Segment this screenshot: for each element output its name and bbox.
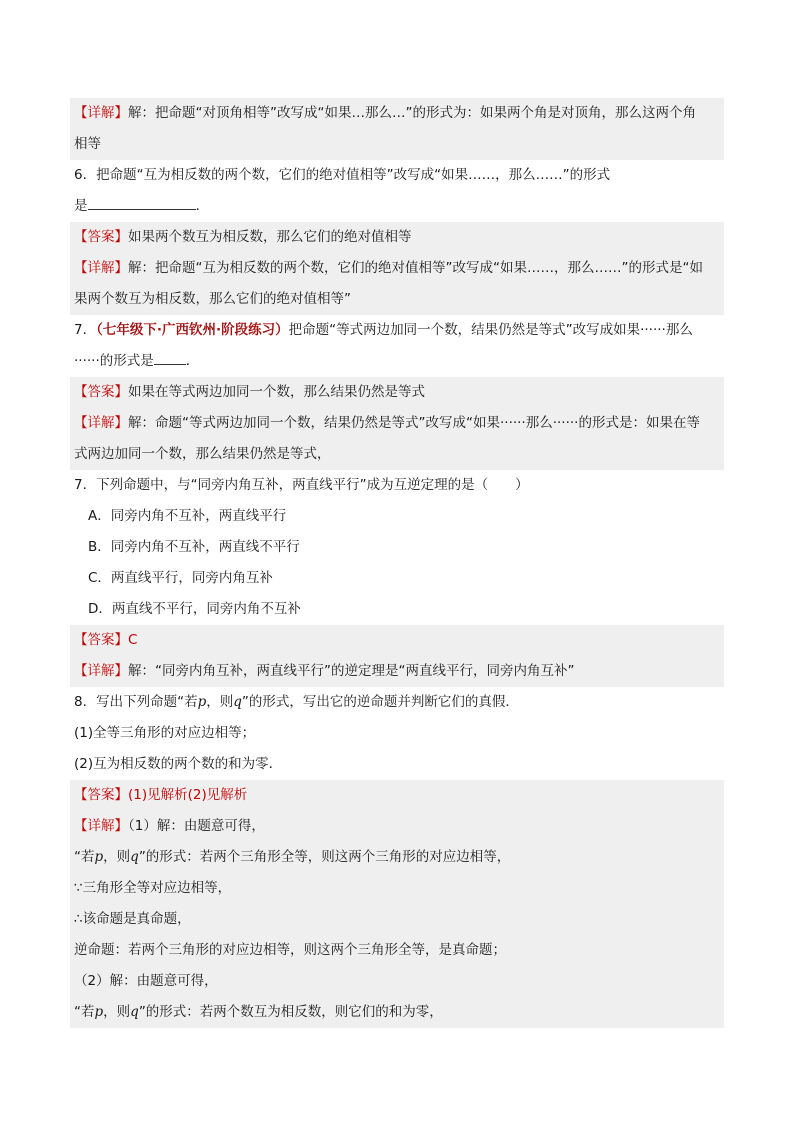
q6-stem-end: . [195, 198, 200, 214]
q7b-stem: 7．下列命题中，与“同旁内角互补，两直线平行”成为互逆定理的是（ ） [74, 477, 529, 493]
q8-answer: (1)见解析(2)见解析 [128, 787, 248, 803]
q8-therefore-text: ∴该命题是真命题， [74, 911, 191, 927]
q7b-option-a [70, 501, 724, 532]
q6-stem: 6．把命题“互为相反数的两个数，它们的绝对值相等”改写成“如果……，那么……”的形式 [74, 167, 611, 183]
q8-detail-because [70, 873, 724, 904]
q8-because-text: ∵三角形全等对应边相等， [74, 880, 232, 896]
q7a-answer-line [70, 377, 724, 408]
q8-stem-line [70, 687, 724, 718]
q7a-stem-line-2 [70, 346, 724, 377]
q7a-stem-line-1 [70, 315, 724, 346]
q7b-option-c [70, 563, 724, 594]
answer-tag: 【答案】 [74, 229, 128, 245]
q7b-option-b [70, 532, 724, 563]
option-label: C．两直线平行，同旁内角互补 [88, 570, 273, 586]
q8-detail-form-1 [70, 842, 724, 873]
q8-form-open: “若 [74, 849, 95, 865]
q8-detail-part2 [70, 966, 724, 997]
q8-form-mid: ，则 [103, 1004, 131, 1020]
q8-detail-text: （1）解：由题意可得， [128, 818, 265, 834]
q6-detail-text-cont: 果两个数互为相反数，那么它们的绝对值相等” [74, 291, 351, 307]
q8-var-q: q [130, 1004, 139, 1020]
q8-part2-text: （2）解：由题意可得， [74, 973, 218, 989]
q8-form2-text: ”的形式：若两个数互为相反数，则它们的和为零， [138, 1004, 443, 1020]
q7a-number: 7． [74, 322, 97, 338]
q7b-option-d [70, 594, 724, 625]
q8-form-open: “若 [74, 1004, 95, 1020]
q6-stem-line-1 [70, 160, 724, 191]
q8-var-p: p [94, 1004, 104, 1020]
document-page [70, 98, 724, 1028]
q8-detail-therefore [70, 904, 724, 935]
q6-stem-cont: 是 [74, 198, 88, 214]
q8-stem-end: ”的形式，写出它的逆命题并判断它们的真假． [241, 694, 519, 710]
q7a-detail-line-2 [70, 439, 724, 470]
answer-tag: 【答案】 [74, 384, 128, 400]
detail-tag: 【详解】 [74, 260, 128, 276]
detail-tag: 【详解】 [74, 415, 128, 431]
answer-tag: 【答案】 [74, 632, 128, 648]
q8-item-1 [70, 718, 724, 749]
q5-detail-line-1 [70, 98, 724, 129]
q8-detail-form-2 [70, 997, 724, 1028]
option-label: D．两直线不平行，同旁内角不互补 [88, 601, 301, 617]
q7a-stem-cont: ······的形式是 [74, 353, 154, 369]
q8-var-q: q [130, 849, 139, 865]
q5-detail-line-2 [70, 129, 724, 160]
q6-detail-line-1 [70, 253, 724, 284]
q7a-detail-text-cont: 式两边加同一个数，那么结果仍然是等式， [74, 446, 331, 462]
option-label: A．同旁内角不互补，两直线平行 [88, 508, 287, 524]
answer-tag: 【答案】 [74, 787, 128, 803]
detail-tag: 【详解】 [74, 818, 128, 834]
q7b-answer-line [70, 625, 724, 656]
q7a-detail-line-1 [70, 408, 724, 439]
q7a-source-label: （七年级下·广西钦州·阶段练习） [96, 322, 289, 338]
q7a-detail-text: 解：命题“等式两边加同一个数，结果仍然是等式”改写成“如果······那么······的形式是：如果在等 [128, 415, 700, 431]
q7a-stem: 把命题“等式两边加同一个数，结果仍然是等式”改写成如果······那么 [288, 322, 693, 338]
q6-answer: 如果两个数互为相反数，那么它们的绝对值相等 [128, 229, 412, 245]
q7b-detail-text: 解：“同旁内角互补，两直线平行”的逆定理是“两直线平行，同旁内角互补” [128, 663, 575, 679]
q8-detail-line-1 [70, 811, 724, 842]
q8-item-1-text: (1)全等三角形的对应边相等； [74, 725, 256, 741]
option-label: B．同旁内角不互补，两直线不平行 [88, 539, 300, 555]
q6-stem-line-2 [70, 191, 724, 222]
q8-item-2 [70, 749, 724, 780]
q8-form-mid: ，则 [103, 849, 131, 865]
detail-tag: 【详解】 [74, 663, 128, 679]
q8-stem-mid: ，则 [206, 694, 234, 710]
q8-var-p: p [94, 849, 104, 865]
q7a-stem-end: ． [185, 353, 200, 369]
q8-converse-text: 逆命题：若两个三角形的对应边相等，则这两个三角形全等，是真命题； [74, 942, 506, 958]
q8-answer-line [70, 780, 724, 811]
q6-detail-line-2 [70, 284, 724, 315]
q7b-stem-line [70, 470, 724, 501]
q6-answer-blank [88, 197, 196, 210]
q6-detail-text: 解：把命题“互为相反数的两个数，它们的绝对值相等”改写成“如果……，那么……”的形式是“如 [128, 260, 703, 276]
q8-stem: 8．写出下列命题“若 [74, 694, 198, 710]
q5-detail-text: 解：把命题“对顶角相等”改写成“如果…那么…”的形式为：如果两个角是对顶角，那么这两个角 [128, 105, 696, 121]
detail-tag: 【详解】 [74, 105, 128, 121]
q7b-detail-line [70, 656, 724, 687]
q8-var-q: q [233, 694, 242, 710]
q8-var-p: p [197, 694, 207, 710]
q8-form-text: ”的形式：若两个三角形全等，则这两个三角形的对应边相等， [138, 849, 511, 865]
q7b-answer: C [128, 632, 138, 648]
q7a-answer-blank [154, 352, 186, 365]
q5-detail-text-cont: 相等 [74, 136, 101, 152]
q8-item-2-text: (2)互为相反数的两个数的和为零． [74, 756, 283, 772]
q7a-answer: 如果在等式两边加同一个数，那么结果仍然是等式 [128, 384, 425, 400]
q6-answer-line [70, 222, 724, 253]
q8-detail-converse [70, 935, 724, 966]
